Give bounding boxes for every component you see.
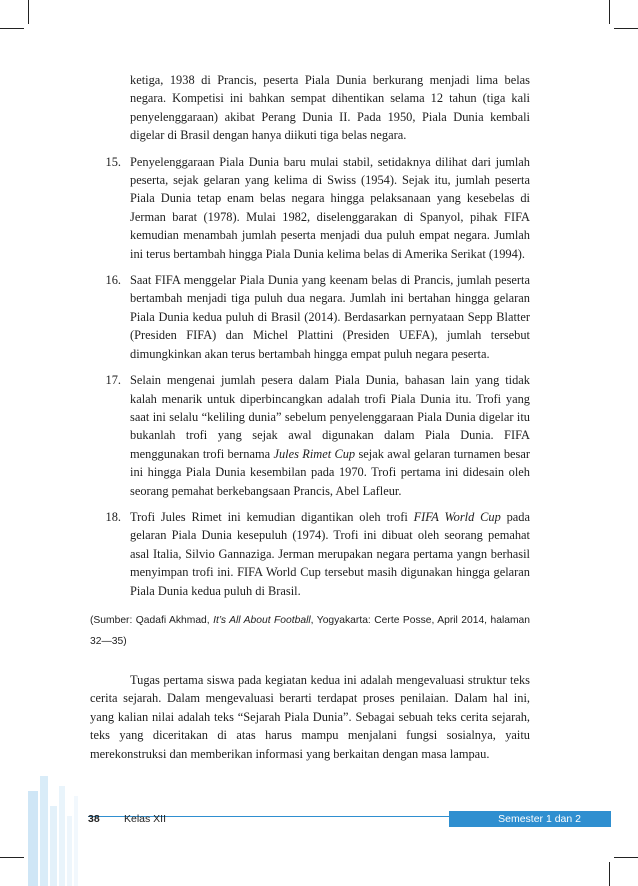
citation-prefix: (Sumber: Qadafi Akhmad, bbox=[90, 614, 214, 626]
list-item-text bbox=[130, 508, 530, 600]
page-footer bbox=[88, 811, 611, 827]
crop-mark bbox=[614, 28, 638, 29]
list-item bbox=[90, 153, 530, 263]
citation-suffix: , Yogyakarta: Certe Posse, April 2014, halaman 32—35) bbox=[90, 614, 530, 647]
page-content bbox=[90, 71, 530, 775]
list-item-number: 16. bbox=[105, 273, 121, 288]
list-item bbox=[90, 371, 530, 500]
list-item-text bbox=[130, 371, 530, 500]
page-number: 38 bbox=[88, 813, 100, 825]
source-citation bbox=[90, 610, 530, 652]
crop-mark bbox=[0, 28, 24, 29]
list-item-number: 18. bbox=[105, 509, 121, 524]
list-item-text: Saat FIFA menggelar Piala Dunia yang keenam belas di Prancis, jumlah peserta bertambah menjadi tiga puluh dua negara. Jumlah ini bertahan hingga gelaran Piala Dunia kedua puluh di Brasil (2014). Berdasarkan pernyataan Sepp Blatter (Presiden FIFA) dan Michel Plattini (Presiden UEFA), jumlah tersebut dimungkinkan akan terus bertambah hingga empat puluh negara peserta. bbox=[130, 273, 530, 361]
trophy-name: Jules Rimet Cup bbox=[273, 446, 356, 461]
text-segment: pada gelaran Piala Dunia kesepuluh (1974). Trofi ini dibuat oleh seorang pemahat asal Italia, Silvio Gannaziga. Jerman merupakan negara pertama yangn berhasil menyimpan trofi ini. FIFA World Cup tersebut masih digunakan hingga gelaran Piala Dunia kedua puluh di Brasil. bbox=[130, 509, 530, 598]
list-item-number: 17. bbox=[105, 373, 121, 388]
text-segment: Selain mengenai jumlah pesera dalam Piala Dunia, bahasan lain yang tidak kalah menarik untuk diperbincangkan adalah trofi Piala Dunia itu. Trofi yang saat ini selalu “keliling dunia” sebelum penyelenggaraan Piala Dunia digelar itu bukanlah trofi yang sejak awal digunakan dalam Piala Dunia. FIFA menggunakan trofi bernama bbox=[130, 373, 530, 461]
class-label: Kelas XII bbox=[124, 813, 167, 825]
crop-mark bbox=[609, 0, 610, 24]
closing-paragraph: Tugas pertama siswa pada kegiatan kedua ini adalah mengevaluasi struktur teks cerita sejarah. Dalam mengevaluasi berarti terdapat proses penilaian. Dalam hal ini, yang kalian nilai adalah teks “Sejarah Piala Dunia”. Sebagai sebuah teks cerita sejarah, teks yang diceritakan di atas harus mampu menjalani fungsi sosialnya, yaitu merekonstruksi dan memberikan informasi yang berkaitan dengan masa lampau. bbox=[90, 672, 530, 761]
list-item-number: 15. bbox=[105, 154, 121, 169]
crop-mark bbox=[28, 0, 29, 24]
text-segment: Trofi Jules Rimet ini kemudian digantikan oleh trofi bbox=[130, 509, 414, 524]
text-segment: sejak awal gelaran turnamen besar ini hingga Piala Dunia kesembilan pada 1970. Trofi pertama ini didesain oleh seorang pemahat berkebangsaan Prancis, Abel Lafleur. bbox=[130, 446, 530, 498]
trophy-name: FIFA World Cup bbox=[413, 509, 501, 524]
list-item bbox=[90, 271, 530, 363]
crop-mark bbox=[609, 862, 610, 886]
book-title: It’s All About Football bbox=[213, 614, 311, 626]
list-item-text: Penyelenggaraan Piala Dunia baru mulai stabil, setidaknya dilihat dari jumlah peserta, sejak gelaran yang kelima di Swiss (1954). Sejak itu, jumlah peserta Piala Dunia tetap enam belas negara hingga pelaksanaan yang kesebelas di Jerman barat (1978). Mulai 1982, diselenggarakan di Spanyol, pihak FIFA kemudian menambah jumlah peserta menjadi dua puluh empat negara. Jumlah ini terus bertambah hingga Piala Dunia kelima belas di Amerika Serikat (1994). bbox=[130, 154, 530, 261]
list-item bbox=[90, 508, 530, 600]
semester-badge: Semester 1 dan 2 bbox=[449, 811, 611, 827]
crop-mark bbox=[614, 857, 638, 858]
continuation-paragraph: ketiga, 1938 di Prancis, peserta Piala Dunia berkurang menjadi lima belas negara. Kompetisi ini bahkan sempat dihentikan selama 12 tahun (tiga kali penyelenggaraan) akibat Perang Dunia II. Pada 1950, Piala Dunia kembali digelar di Brasil dengan hanya diikuti tiga belas negara. bbox=[130, 73, 530, 143]
crop-mark bbox=[0, 857, 24, 858]
